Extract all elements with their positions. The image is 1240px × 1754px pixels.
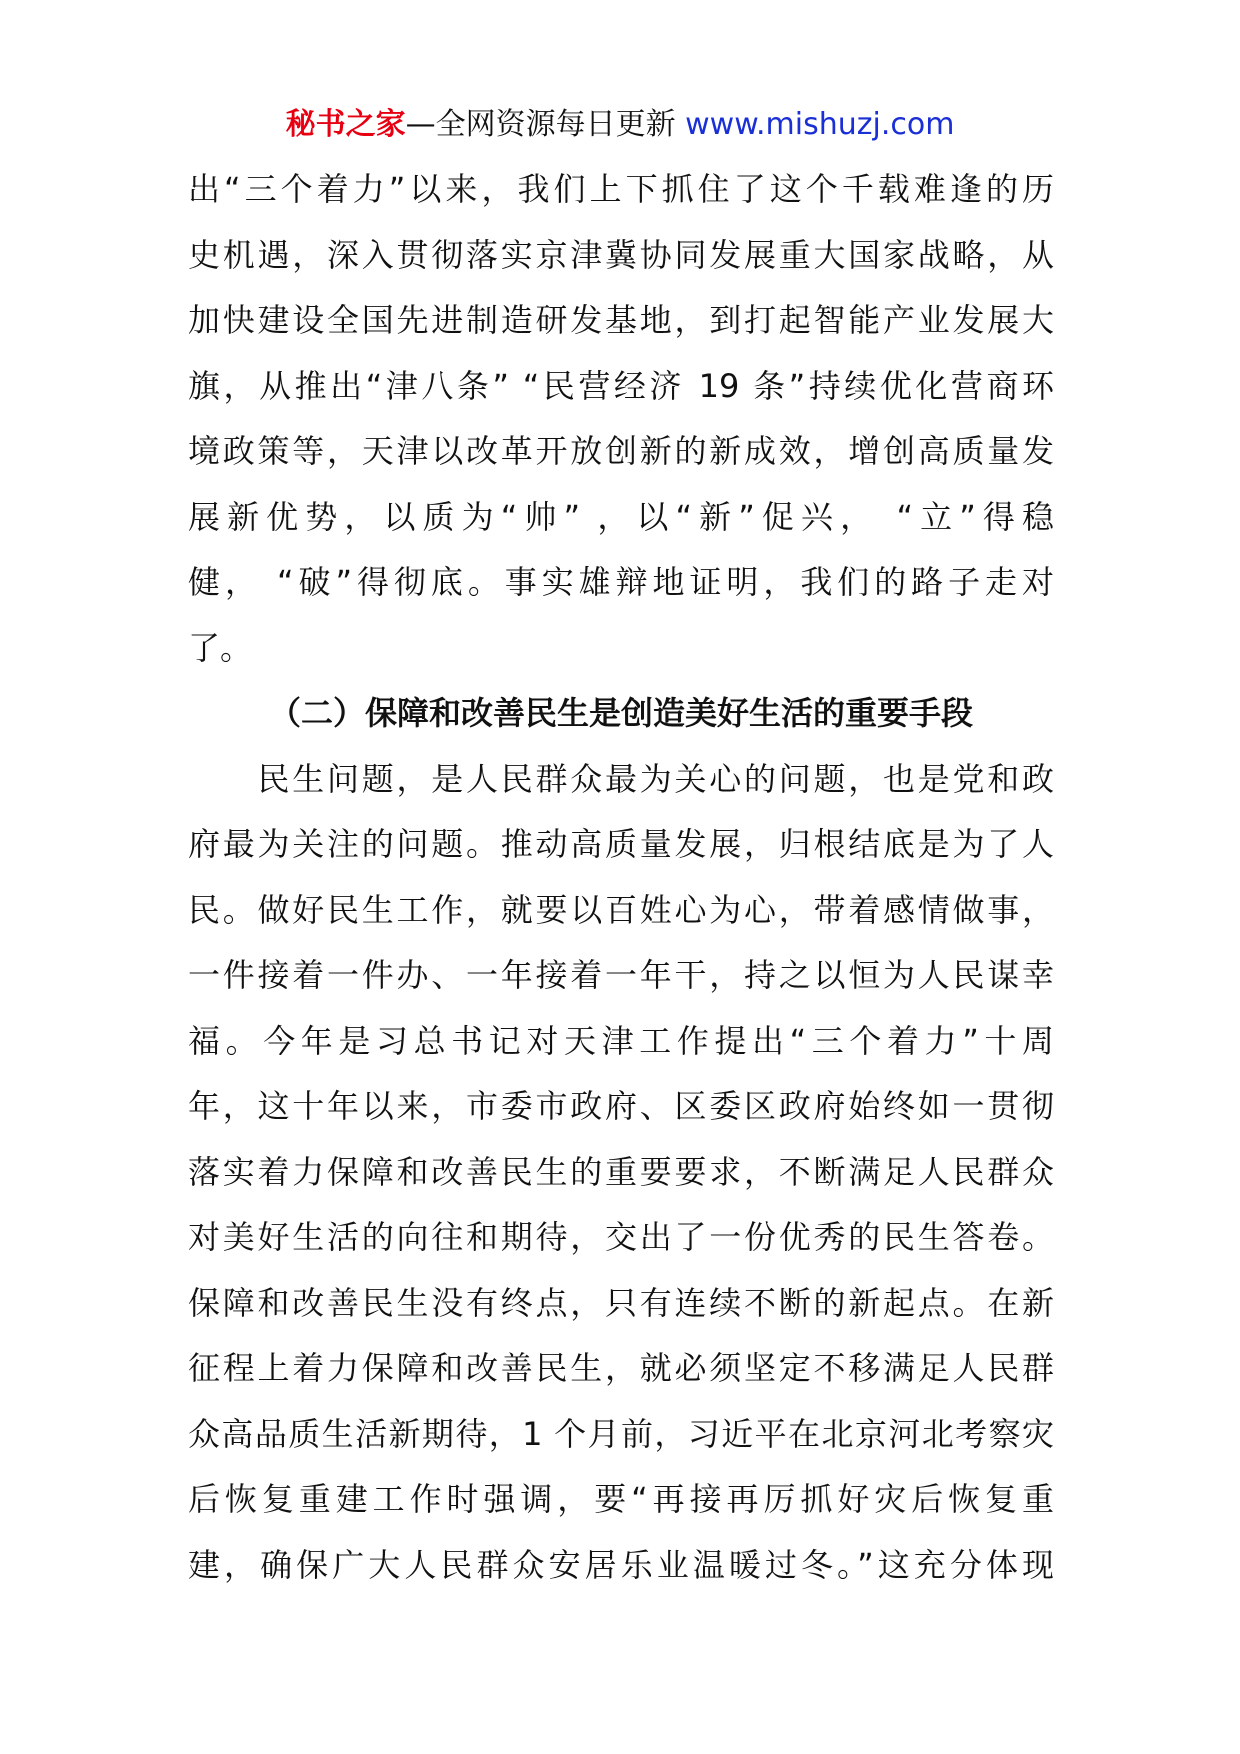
text-line: 展新优势，以质为“帅” ，以“新”促兴， “立”得稳 <box>188 497 1054 536</box>
text-line: 民生问题，是人民群众最为关心的问题，也是党和政 <box>188 759 1054 798</box>
text-line: 后恢复重建工作时强调，要“再接再厉抓好灾后恢复重 <box>188 1480 1054 1518</box>
text-line: 了。 <box>188 628 253 667</box>
brand-name: 秘书之家 <box>285 107 406 142</box>
text-line: 境政策等，天津以改革开放创新的新成效，增创高质量发 <box>188 432 1054 470</box>
text-line: 众高品质生活新期待，1 个月前，习近平在北京河北考察灾 <box>188 1414 1054 1453</box>
website-link[interactable]: www.mishuzj.com <box>685 107 955 142</box>
text-line: 出“三个着力”以来，我们上下抓住了这个千载难逢的历 <box>188 170 1054 208</box>
text-line: 府最为关注的问题。推动高质量发展，归根结底是为了人 <box>188 825 1054 863</box>
text-line: 福。今年是习总书记对天津工作提出“三个着力”十周 <box>188 1021 1054 1060</box>
text-line: 一件接着一件办、一年接着一年干，持之以恒为人民谋幸 <box>188 956 1054 994</box>
text-line: 征程上着力保障和改善民生，就必须坚定不移满足人民群 <box>188 1349 1054 1387</box>
text-line: 落实着力保障和改善民生的重要要求，不断满足人民群众 <box>188 1152 1054 1191</box>
text-line: 保障和改善民生没有终点，只有连续不断的新起点。在新 <box>188 1283 1054 1322</box>
text-line: 旗，从推出“津八条” “民营经济 19 条”持续优化营商环 <box>188 366 1054 405</box>
text-line: 建，确保广大人民群众安居乐业温暖过冬。”这充分体现 <box>188 1545 1054 1584</box>
text-line: 民。做好民生工作，就要以百姓心为心，带着感情做事， <box>188 890 1054 929</box>
text-line: 对美好生活的向往和期待，交出了一份优秀的民生答卷。 <box>188 1218 1054 1256</box>
text-line: 史机遇，深入贯彻落实京津冀协同发展重大国家战略，从 <box>188 235 1054 274</box>
header-tagline: —全网资源每日更新 <box>405 107 676 142</box>
text-line: 加快建设全国先进制造研发基地，到打起智能产业发展大 <box>188 301 1054 339</box>
text-line: 健， “破”得彻底。事实雄辩地证明，我们的路子走对 <box>188 563 1054 601</box>
document-body <box>188 157 1054 1598</box>
page-header <box>0 98 1240 152</box>
section-heading: （二）保障和改善民生是创造美好生活的重要手段 <box>268 694 973 732</box>
text-line: 年，这十年以来，市委市政府、区委区政府始终如一贯彻 <box>188 1087 1054 1125</box>
